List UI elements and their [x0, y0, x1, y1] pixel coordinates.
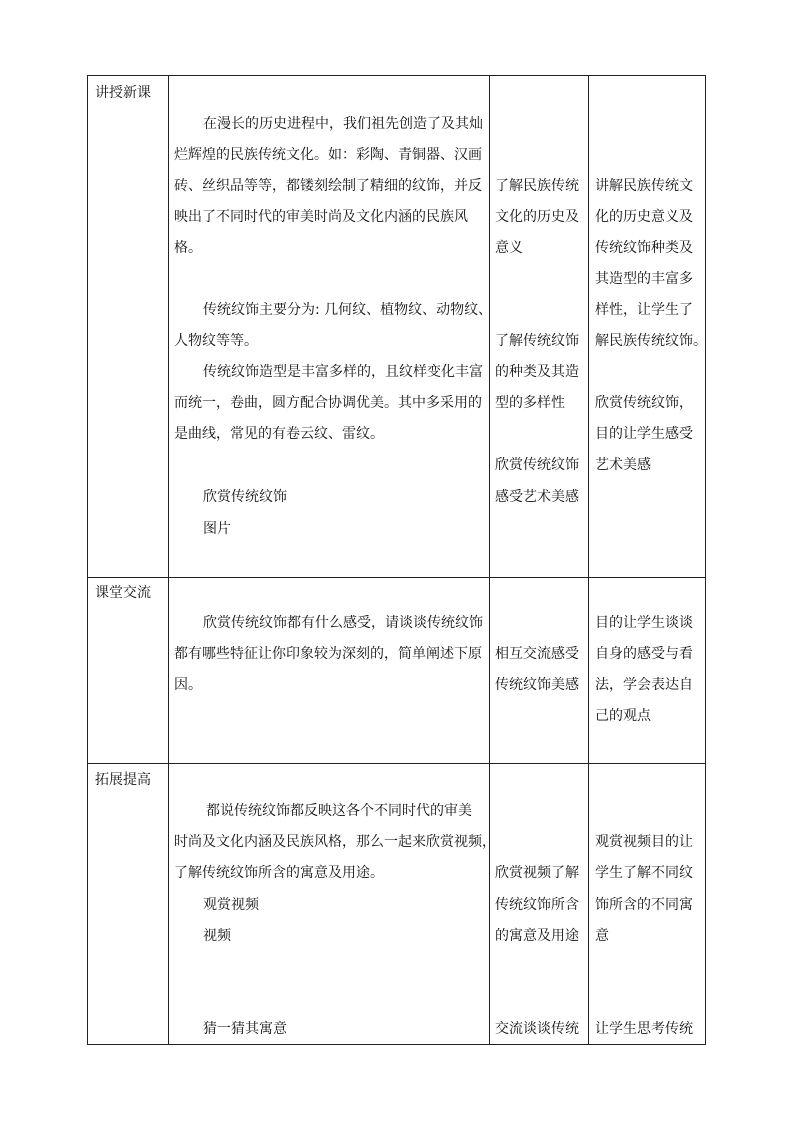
- design-intent-line: 讲解民族传统文: [595, 178, 693, 194]
- design-intent-line: 让学生思考传统: [595, 1021, 693, 1037]
- content-line: 砖、丝织品等等，都镂刻绘制了精细的纹饰，并反: [174, 178, 482, 194]
- content-line: 因。: [174, 677, 202, 693]
- student-activity-line: 型的多样性: [495, 395, 565, 411]
- design-intent-line: 意: [595, 928, 609, 944]
- student-activity-line: 的种类及其造: [495, 364, 579, 380]
- column-divider: [588, 76, 589, 1044]
- student-activity-line: 相互交流感受: [495, 646, 579, 662]
- student-activity-line: 文化的历史及: [495, 209, 579, 225]
- row-header-extension: 拓展提高: [95, 772, 151, 788]
- design-intent-line: 饰所含的不同寓: [595, 897, 693, 913]
- design-intent-line: 传统纹饰种类及: [595, 240, 693, 256]
- content-line: 图片: [203, 521, 231, 537]
- student-activity-line: 欣赏传统纹饰: [495, 457, 579, 473]
- design-intent-line: 法，学会表达自: [595, 677, 693, 693]
- student-activity-line: 了解传统纹饰: [495, 333, 579, 349]
- content-line: 视频: [203, 928, 231, 944]
- student-activity-line: 了解民族传统: [495, 178, 579, 194]
- design-intent-line: 观赏视频目的让: [595, 834, 693, 850]
- content-line: 欣赏传统纹饰都有什么感受，请谈谈传统纹饰: [203, 615, 483, 631]
- design-intent-line: 样性，让学生了: [595, 302, 693, 318]
- design-intent-line: 学生了解不同纹: [595, 865, 693, 881]
- content-line: 观赏视频: [203, 897, 259, 913]
- column-divider: [489, 76, 490, 1044]
- content-line: 了解传统纹饰所含的寓意及用途。: [174, 865, 384, 881]
- column-divider: [168, 76, 169, 1044]
- student-activity-line: 传统纹饰美感: [495, 677, 579, 693]
- row-header-new-lesson: 讲授新课: [95, 85, 151, 101]
- row-divider: [88, 763, 705, 764]
- content-line: 映出了不同时代的审美时尚及文化内涵的民族风: [174, 209, 468, 225]
- content-line: 而统一，卷曲，圆方配合协调优美。其中多采用的: [174, 395, 482, 411]
- row-divider: [88, 577, 705, 578]
- student-activity-line: 感受艺术美感: [495, 489, 579, 505]
- student-activity-line: 意义: [495, 240, 523, 256]
- student-activity-line: 的寓意及用途: [495, 928, 579, 944]
- design-intent-line: 目的让学生谈谈: [595, 615, 693, 631]
- content-line: 在漫长的历史进程中，我们祖先创造了及其灿: [203, 116, 483, 132]
- student-activity-line: 传统纹饰所含: [495, 897, 579, 913]
- design-intent-line: 目的让学生感受: [595, 426, 693, 442]
- content-line: 时尚及文化内涵及民族风格，那么一起来欣赏视频，: [174, 834, 496, 850]
- content-line: 传统纹饰造型是丰富多样的，且纹样变化丰富: [203, 364, 483, 380]
- design-intent-line: 化的历史意义及: [595, 209, 693, 225]
- student-activity-line: 交流谈谈传统: [495, 1021, 579, 1037]
- design-intent-line: 自身的感受与看: [595, 646, 693, 662]
- design-intent-line: 欣赏传统纹饰，: [595, 395, 693, 411]
- design-intent-line: 解民族传统纹饰。: [595, 333, 707, 349]
- content-line: 猜一猜其寓意: [203, 1021, 287, 1037]
- content-line: 传统纹饰主要分为: 几何纹、植物纹、动物纹、: [203, 302, 493, 318]
- row-header-class-exchange: 课堂交流: [95, 585, 151, 601]
- content-line: 都有哪些特征让你印象较为深刻的，简单阐述下原: [174, 646, 482, 662]
- content-line: 烂辉煌的民族传统文化。如：彩陶、青铜器、汉画: [174, 147, 482, 163]
- design-intent-line: 艺术美感: [595, 457, 651, 473]
- content-line: 都说传统纹饰都反映这各个不同时代的审美: [206, 803, 472, 819]
- lesson-plan-table: [87, 75, 706, 1045]
- student-activity-line: 欣赏视频了解: [495, 865, 579, 881]
- design-intent-line: 己的观点: [595, 708, 651, 724]
- content-line: 人物纹等等。: [174, 333, 258, 349]
- content-line: 是曲线，常见的有卷云纹、雷纹。: [174, 426, 384, 442]
- content-line: 格。: [174, 240, 202, 256]
- content-line: 欣赏传统纹饰: [203, 489, 287, 505]
- design-intent-line: 其造型的丰富多: [595, 271, 693, 287]
